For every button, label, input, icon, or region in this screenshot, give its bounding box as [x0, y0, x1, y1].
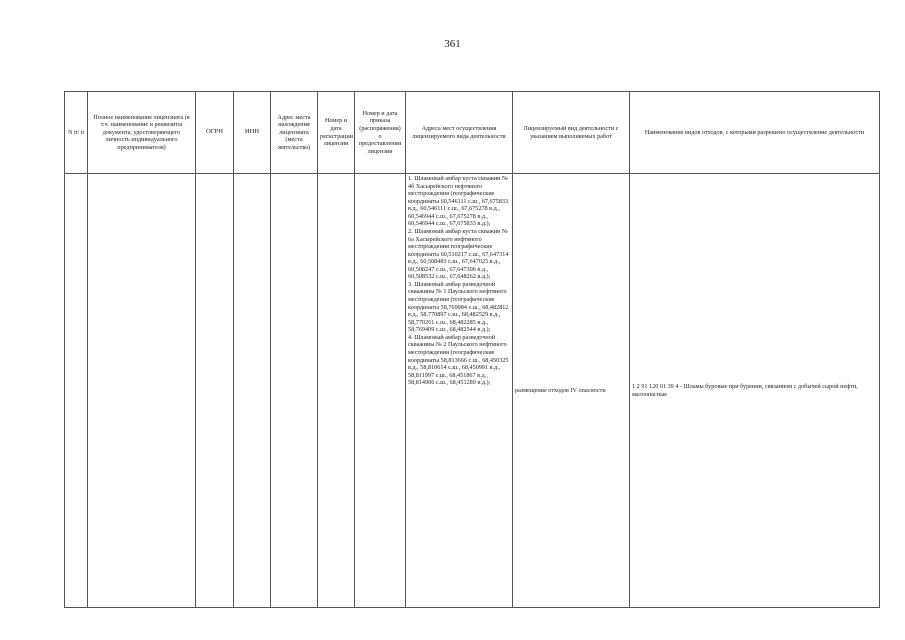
cell-number — [65, 174, 88, 608]
header-ogrn: ОГРН — [196, 92, 234, 174]
cell-inn — [234, 174, 271, 608]
cell-ogrn — [196, 174, 234, 608]
header-order: Номер и дата приказа (распоряжения) о предоставлении лицензии — [355, 92, 406, 174]
header-licensee-name: Полное наименование лицензиата (в т.ч. наименование и реквизиты документа, удостоверяющего личность индивидуального предпринимателя) — [88, 92, 196, 174]
cell-licensee-address — [271, 174, 318, 608]
site-item-1: 1. Шламовый амбар куста скважин № 4б Хасырейского нефтяного месторождения (географические координаты 60,546111 с.ш., 67,675833 в.д., 60,546111 с.ш., 67,675278 в.д., 60,546944 с.ш., 67,675278 в.д., 60,546944 с.ш., 67,675833 в.д.); — [408, 175, 509, 228]
cell-licensed-activity: размещение отходов IV опасности — [513, 174, 630, 608]
cell-order — [355, 174, 406, 608]
cell-licensee-name — [88, 174, 196, 608]
page-number: 361 — [444, 38, 461, 50]
site-item-2: 2. Шламовый амбар куста скважин № 6а Хасырейского нефтяного месторождения географические координаты 60,510217 с.ш., 67,647314 в.д., 60,508483 с.ш., 67,647025 в.д., 60,508247 с.ш., 67,647306 в.д., 60,508532 с.ш., 67,648262 в.д.); — [408, 227, 509, 281]
table-header-row — [65, 92, 880, 174]
cell-activity-sites — [406, 174, 513, 608]
header-licensed-activity: Лицензируемый вид деятельности с указанием выполняемых работ — [513, 92, 630, 174]
header-number: N п/ п — [65, 92, 88, 174]
header-waste-types: Наименование видов отходов, с которыми разрешено осуществление деятельности — [630, 92, 880, 174]
header-inn: ИНН — [234, 92, 271, 174]
header-activity-sites: Адреса мест осуществления лицензируемого вида деятельности — [406, 92, 513, 174]
site-item-4: 4. Шламовый амбар разведочной скважины № 2 Паульского нефтяного месторождения (географические координаты 58,813666 с.ш., 68,450325 в.д., 58,810614 с.ш., 68,450991 в.д., 58,811997 с.ш., 68,451867 в.д., 58,814906 с.ш., 68,451289 в.д.); — [408, 333, 509, 387]
table-row — [65, 174, 880, 608]
header-licensee-address: Адрес места нахождения лицензиата (места жительства) — [271, 92, 318, 174]
cell-registration — [318, 174, 355, 608]
header-registration: Номер и дата регистрации лицензии — [318, 92, 355, 174]
cell-waste-types: 1 2 91 120 01 39 4 - Шламы буровые при бурении, связанном с добычей сырой нефти, малоопасные — [630, 174, 880, 608]
site-item-3: 3. Шламовый амбар разведочной скважины № 1 Паульского нефтяного месторождения (географические координаты 58,769984 с.ш., 68,482812 в.д., 58,770897 с.ш., 68,482529 в.д., 58,770261 с.ш., 68,482285 в.д., 58,769409 с.ш., 68,482544 в.д.); — [408, 280, 509, 334]
license-registry-table — [64, 91, 880, 608]
